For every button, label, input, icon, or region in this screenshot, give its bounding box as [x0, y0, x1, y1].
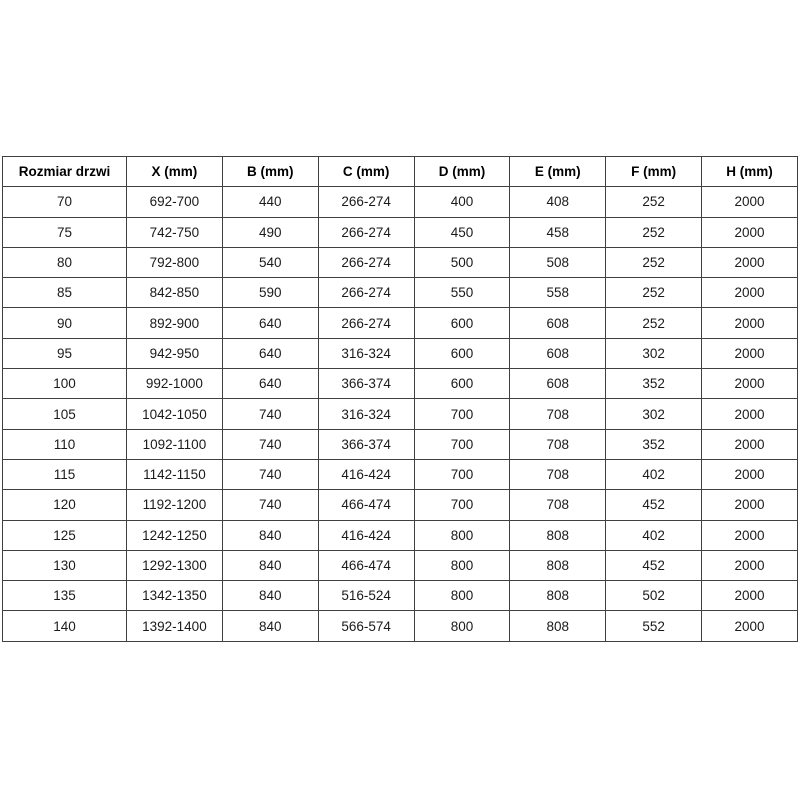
table-cell: 708 — [510, 429, 606, 459]
table-cell: 352 — [606, 369, 702, 399]
table-cell: 550 — [414, 278, 510, 308]
table-cell: 252 — [606, 187, 702, 217]
table-row — [3, 429, 798, 459]
table-cell: 80 — [3, 247, 127, 277]
column-header: B (mm) — [222, 157, 318, 187]
table-cell: 700 — [414, 429, 510, 459]
table-cell: 115 — [3, 459, 127, 489]
column-header: D (mm) — [414, 157, 510, 187]
column-header: X (mm) — [127, 157, 223, 187]
table-cell: 402 — [606, 520, 702, 550]
table-cell: 808 — [510, 611, 606, 641]
table-cell: 740 — [222, 459, 318, 489]
table-cell: 2000 — [702, 550, 798, 580]
table-cell: 2000 — [702, 338, 798, 368]
column-header: H (mm) — [702, 157, 798, 187]
table-cell: 252 — [606, 308, 702, 338]
table-cell: 840 — [222, 581, 318, 611]
table-row — [3, 399, 798, 429]
table-cell: 2000 — [702, 490, 798, 520]
table-cell: 600 — [414, 308, 510, 338]
table-cell: 70 — [3, 187, 127, 217]
table-cell: 640 — [222, 308, 318, 338]
table-cell: 700 — [414, 490, 510, 520]
table-row — [3, 611, 798, 641]
table-cell: 608 — [510, 308, 606, 338]
table-cell: 608 — [510, 338, 606, 368]
table-cell: 808 — [510, 581, 606, 611]
table-cell: 110 — [3, 429, 127, 459]
table-cell: 566-574 — [318, 611, 414, 641]
table-cell: 502 — [606, 581, 702, 611]
table-cell: 2000 — [702, 429, 798, 459]
table-cell: 600 — [414, 338, 510, 368]
table-cell: 600 — [414, 369, 510, 399]
table-cell: 316-324 — [318, 338, 414, 368]
table-cell: 252 — [606, 247, 702, 277]
table-cell: 302 — [606, 399, 702, 429]
table-cell: 800 — [414, 611, 510, 641]
table-cell: 500 — [414, 247, 510, 277]
table-cell: 640 — [222, 338, 318, 368]
table-cell: 1042-1050 — [127, 399, 223, 429]
table-cell: 808 — [510, 520, 606, 550]
table-cell: 1342-1350 — [127, 581, 223, 611]
table-cell: 516-524 — [318, 581, 414, 611]
table-cell: 105 — [3, 399, 127, 429]
table-cell: 892-900 — [127, 308, 223, 338]
table-cell: 2000 — [702, 278, 798, 308]
table-cell: 708 — [510, 459, 606, 489]
table-cell: 2000 — [702, 399, 798, 429]
table-cell: 402 — [606, 459, 702, 489]
table-cell: 2000 — [702, 247, 798, 277]
table-cell: 992-1000 — [127, 369, 223, 399]
table-cell: 2000 — [702, 217, 798, 247]
table-cell: 840 — [222, 550, 318, 580]
table-cell: 75 — [3, 217, 127, 247]
table-cell: 366-374 — [318, 369, 414, 399]
table-cell: 1242-1250 — [127, 520, 223, 550]
table-cell: 2000 — [702, 611, 798, 641]
table-cell: 700 — [414, 459, 510, 489]
table-row — [3, 217, 798, 247]
table-cell: 552 — [606, 611, 702, 641]
table-cell: 740 — [222, 490, 318, 520]
table-cell: 352 — [606, 429, 702, 459]
table-cell: 450 — [414, 217, 510, 247]
table-cell: 1292-1300 — [127, 550, 223, 580]
table-cell: 840 — [222, 520, 318, 550]
table-cell: 1092-1100 — [127, 429, 223, 459]
table-cell: 1192-1200 — [127, 490, 223, 520]
table-cell: 708 — [510, 490, 606, 520]
table-cell: 266-274 — [318, 217, 414, 247]
table-cell: 85 — [3, 278, 127, 308]
table-cell: 640 — [222, 369, 318, 399]
table-row — [3, 490, 798, 520]
table-cell: 408 — [510, 187, 606, 217]
table-row — [3, 520, 798, 550]
column-header: F (mm) — [606, 157, 702, 187]
table-cell: 590 — [222, 278, 318, 308]
table-cell: 792-800 — [127, 247, 223, 277]
table-cell: 2000 — [702, 459, 798, 489]
table-cell: 740 — [222, 429, 318, 459]
table-cell: 2000 — [702, 187, 798, 217]
table-cell: 2000 — [702, 369, 798, 399]
table-cell: 135 — [3, 581, 127, 611]
table-cell: 302 — [606, 338, 702, 368]
table-row — [3, 187, 798, 217]
table-cell: 266-274 — [318, 247, 414, 277]
table-cell: 742-750 — [127, 217, 223, 247]
column-header: Rozmiar drzwi — [3, 157, 127, 187]
table-row — [3, 550, 798, 580]
table-cell: 800 — [414, 550, 510, 580]
table-cell: 466-474 — [318, 490, 414, 520]
table-header — [3, 157, 798, 187]
table-cell: 100 — [3, 369, 127, 399]
column-header: C (mm) — [318, 157, 414, 187]
door-size-table-container — [2, 156, 798, 642]
column-header: E (mm) — [510, 157, 606, 187]
table-cell: 416-424 — [318, 520, 414, 550]
table-cell: 140 — [3, 611, 127, 641]
table-cell: 1392-1400 — [127, 611, 223, 641]
table-cell: 2000 — [702, 308, 798, 338]
table-cell: 252 — [606, 278, 702, 308]
table-cell: 366-374 — [318, 429, 414, 459]
table-cell: 942-950 — [127, 338, 223, 368]
table-cell: 2000 — [702, 520, 798, 550]
table-cell: 266-274 — [318, 187, 414, 217]
door-size-table — [2, 156, 798, 642]
header-row — [3, 157, 798, 187]
table-cell: 125 — [3, 520, 127, 550]
table-cell: 95 — [3, 338, 127, 368]
table-row — [3, 369, 798, 399]
table-cell: 508 — [510, 247, 606, 277]
table-cell: 692-700 — [127, 187, 223, 217]
table-cell: 1142-1150 — [127, 459, 223, 489]
table-cell: 266-274 — [318, 308, 414, 338]
table-row — [3, 278, 798, 308]
table-cell: 700 — [414, 399, 510, 429]
table-cell: 452 — [606, 490, 702, 520]
table-row — [3, 459, 798, 489]
table-cell: 416-424 — [318, 459, 414, 489]
table-body — [3, 187, 798, 641]
table-cell: 440 — [222, 187, 318, 217]
table-cell: 452 — [606, 550, 702, 580]
table-cell: 90 — [3, 308, 127, 338]
table-cell: 708 — [510, 399, 606, 429]
table-cell: 840 — [222, 611, 318, 641]
table-cell: 130 — [3, 550, 127, 580]
table-cell: 490 — [222, 217, 318, 247]
table-cell: 458 — [510, 217, 606, 247]
table-cell: 558 — [510, 278, 606, 308]
table-cell: 2000 — [702, 581, 798, 611]
table-cell: 800 — [414, 581, 510, 611]
table-row — [3, 308, 798, 338]
table-row — [3, 247, 798, 277]
table-cell: 400 — [414, 187, 510, 217]
table-cell: 540 — [222, 247, 318, 277]
table-cell: 316-324 — [318, 399, 414, 429]
table-cell: 466-474 — [318, 550, 414, 580]
table-cell: 740 — [222, 399, 318, 429]
table-cell: 120 — [3, 490, 127, 520]
table-row — [3, 338, 798, 368]
table-row — [3, 581, 798, 611]
table-cell: 800 — [414, 520, 510, 550]
table-cell: 808 — [510, 550, 606, 580]
table-cell: 842-850 — [127, 278, 223, 308]
table-cell: 608 — [510, 369, 606, 399]
table-cell: 266-274 — [318, 278, 414, 308]
table-cell: 252 — [606, 217, 702, 247]
